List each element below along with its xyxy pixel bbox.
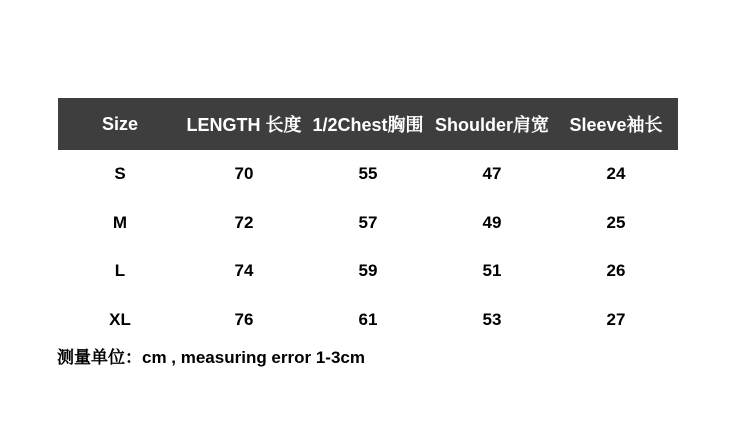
table-header-row (58, 98, 678, 150)
table-row-l (58, 247, 678, 296)
table-row-m (58, 199, 678, 248)
cell-size: M (112, 212, 128, 232)
cell-shoulder: 51 (482, 261, 502, 281)
cell-chest: 57 (358, 212, 378, 232)
cell-chest: 61 (358, 309, 378, 329)
cell-sleeve: 24 (606, 164, 626, 184)
cell-size: XL (109, 309, 131, 329)
cell-shoulder: 53 (482, 309, 502, 329)
header-cell-chest: 1/2Chest胸围 (312, 115, 424, 135)
header-cell-sleeve: Sleeve袖长 (569, 115, 663, 135)
cell-size: L (114, 261, 126, 281)
header-cell-shoulder: Shoulder肩宽 (434, 115, 549, 135)
cell-sleeve: 27 (606, 309, 626, 329)
cell-shoulder: 47 (482, 164, 502, 184)
size-chart-table (58, 98, 678, 344)
cell-sleeve: 26 (606, 261, 626, 281)
header-cell-size: Size (101, 113, 139, 134)
cell-length: 76 (234, 309, 254, 329)
cell-chest: 55 (358, 164, 378, 184)
cell-size: S (114, 164, 126, 184)
table-row-s (58, 150, 678, 199)
cell-sleeve: 25 (606, 212, 626, 232)
cell-chest: 59 (358, 261, 378, 281)
cell-length: 72 (234, 212, 254, 232)
table-row-xl (58, 296, 678, 345)
cell-length: 70 (234, 164, 254, 184)
header-cell-length: LENGTH 长度 (186, 115, 302, 135)
measurement-unit-note: 测量单位：cm , measuring error 1-3cm (57, 348, 365, 367)
cell-length: 74 (234, 261, 254, 281)
cell-shoulder: 49 (482, 212, 502, 232)
